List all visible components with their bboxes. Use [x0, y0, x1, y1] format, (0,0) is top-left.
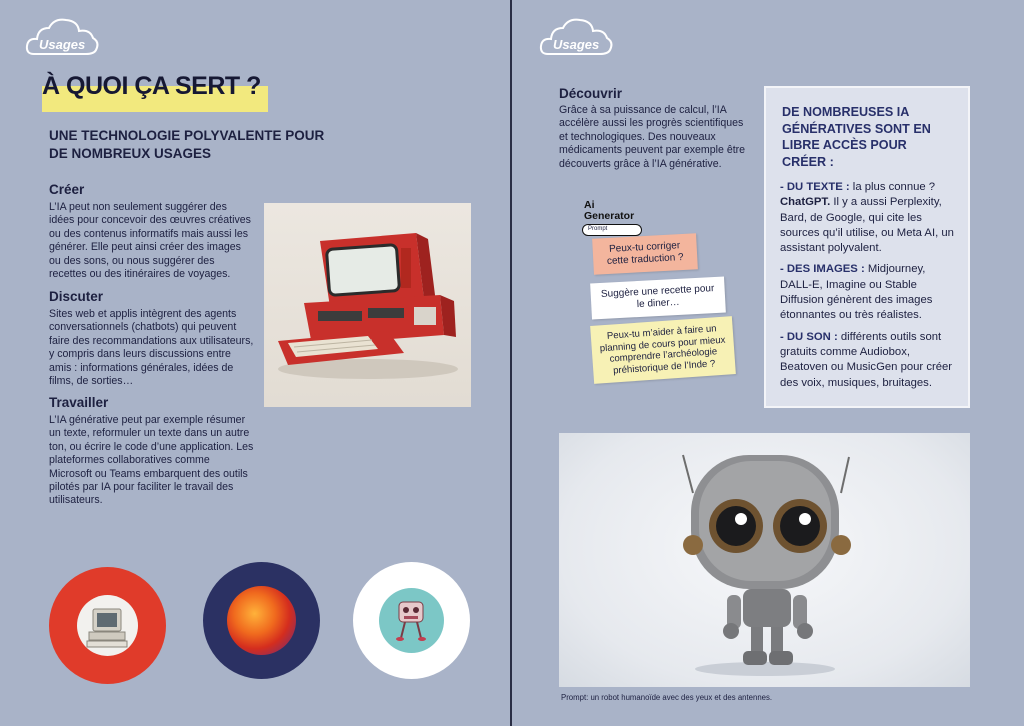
computer-icon: [77, 595, 138, 656]
section-text-decouvrir: Grâce à sa puissance de calcul, l’IA accélère aussi les progrès scientifiques et technologiques. Des nouveaux médicaments peuvent par exemple être découverts grâce à l’IA générative.: [559, 104, 746, 170]
ai-generator-line1: Ai: [584, 199, 595, 211]
section-heading-creer: Créer: [49, 182, 85, 197]
usages-cloud-tag: [24, 16, 100, 58]
retro-computer-photo: [264, 203, 471, 407]
page-title: [42, 72, 261, 101]
retro-computer-illustration: [264, 203, 471, 407]
box-item-text-label: - DU TEXTE :: [780, 181, 850, 193]
box-item-sound: [780, 330, 954, 391]
box-item-images-label: - DES IMAGES :: [780, 263, 865, 276]
abstract-flame-art: [227, 586, 296, 655]
box-item-images: [780, 262, 954, 323]
ai-generator-line2: Generator: [584, 210, 635, 222]
usages-tag-label: Usages: [553, 37, 600, 52]
small-robot-icon: [379, 588, 444, 653]
prompt-input: [582, 224, 642, 236]
robot-photo: [559, 433, 970, 687]
section-text-travailler: L’IA générative peut par exemple résumer un texte, reformuler un texte dans un autre ton, ou écrire le code d’une application. Les plateformes collaboratives comme Microsoft ou Teams embarquent des outils pilotés par IA pour faciliter le travail des utilisateurs.: [49, 414, 254, 507]
box-item-sound-label: - DU SON :: [780, 330, 838, 343]
circle-navy-abstract: [203, 562, 320, 679]
subtitle: UNE TECHNOLOGIE POLYVALENTE POUR DE NOMBREUX USAGES: [49, 128, 325, 161]
robot-illustration: [559, 433, 970, 687]
usages-tag-label: Usages: [39, 37, 86, 52]
chat-bubble-2: Suggère une recette pour le diner…: [590, 277, 726, 320]
box-item-text: [780, 180, 954, 256]
box-item-text-body: la plus connue ?: [849, 181, 936, 193]
box-item-images-body: Midjourney, DALL-E, Imagine ou Stable Diffusion génèrent des images étonnantes ou très réalistes.: [780, 263, 933, 322]
box-item-sound-body: différents outils sont gratuits comme Audiobox, Beatoven ou MusicGen pour créer des voix, musiques, bruitages.: [780, 330, 953, 389]
section-heading-decouvrir: Découvrir: [559, 86, 623, 101]
circle-teal-inner: [379, 588, 444, 653]
circle-inner-white: [77, 595, 138, 656]
generative-ai-tools-box: [764, 86, 970, 408]
section-text-creer: L’IA peut non seulement suggérer des idées pour concevoir des œuvres créatives ou des contenus informatifs mais aussi les générer. Elle peut ainsi créer des images ou des sons, ou nous suggérer des recettes ou des itinéraires de voyages.: [49, 201, 251, 281]
chat-bubble-3: Peux-tu m’aider à faire un planning de cours pour mieux comprendre l’archéologie préhistorique de l’Inde ?: [590, 316, 736, 384]
chat-bubble-1: Peux-tu corriger cette traduction ?: [592, 233, 698, 274]
ai-generator-title: [584, 200, 634, 222]
circle-white-robot: [353, 562, 470, 679]
prompt-label: Prompt: [588, 226, 608, 232]
section-heading-travailler: Travailler: [49, 395, 109, 410]
section-text-discuter: Sites web et applis intègrent des agents conversationnels (chatbots) qui peuvent faire des recommandations aux utilisateurs, y compris dans leurs discussions entre amis : informations générales, idées de films, de sorties…: [49, 308, 254, 388]
section-heading-discuter: Discuter: [49, 289, 104, 304]
box-title: DE NOMBREUSES IA GÉNÉRATIVES SONT EN LIBRE ACCÈS POUR CRÉER :: [782, 105, 931, 169]
usages-cloud-tag-right: [538, 16, 614, 58]
title-text: À QUOI ÇA SERT ?: [42, 72, 261, 100]
box-item-text-rest: Il y a aussi Perplexity, Bard, de Google, qui cite les sources qu’il utilise, ou Meta AI, un assistant polyvalent.: [780, 196, 954, 255]
box-item-text-chatgpt: ChatGPT.: [780, 196, 831, 209]
robot-caption: Prompt: un robot humanoïde avec des yeux et des antennes.: [561, 693, 773, 702]
circle-red-computer: [49, 567, 166, 684]
